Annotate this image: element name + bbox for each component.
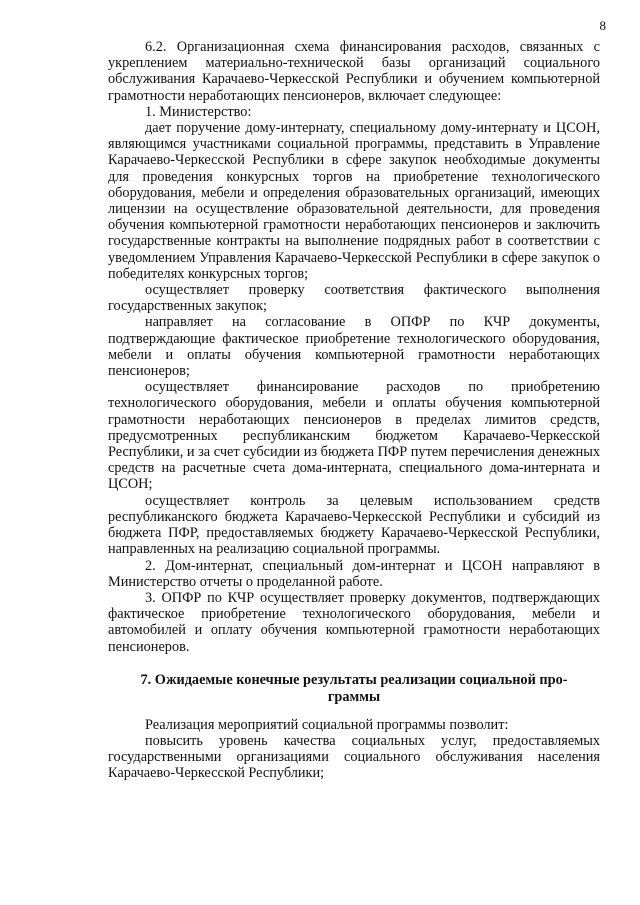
paragraph-6-2-intro: 6.2. Организационная схема финансирования расходов, связанных с укреплением материально-технической базы организаций социального обслуживания Карачаево-Черкесской Республики и обучением компьютерной грамотности неработающих пенсионеров, включает следующее: (108, 39, 600, 104)
paragraph-reports: 2. Дом-интернат, специальный дом-интернат и ЦСОН направляют в Министерство отчеты о проделанной работе. (108, 557, 600, 590)
section-heading (108, 672, 600, 706)
paragraph-results-intro: Реализация мероприятий социальной программы позволит: (145, 716, 509, 733)
document-body (108, 39, 600, 782)
paragraph-financing: осуществляет финансирование расходов по приобретению технологического оборудования, мебели и оплаты обучения компьютерной грамотности неработающих пенсионеров в пределах лимитов средств, предусмотренных республиканским бюджетом Карачаево-Черкесской Республики, и за счет субсидии из бюджета ПФР путем перечисления денежных средств на расчетные счета дома-интерната, специального дома-интерната и ЦСОН; (108, 379, 600, 493)
paragraph-procurement-check: осуществляет проверку соответствия фактического выполнения государственных закупок; (108, 282, 600, 315)
section-heading-line-1: 7. Ожидаемые конечные результаты реализации социальной про- (140, 671, 568, 688)
paragraph-control: осуществляет контроль за целевым использованием средств республиканского бюджета Карачаево-Черкесской Республики и субсидий из бюджета ПФР, предоставляемых бюджету Карачаево-Черкесской Республики, направленных на реализацию социальной программы. (108, 492, 600, 558)
paragraph-opfr-approval: направляет на согласование в ОПФР по КЧР документы, подтверждающие фактическое приобретение технологического оборудования, мебели и оплаты обучения компьютерной грамотности неработающих пенсионеров; (108, 314, 600, 380)
section-heading-line-2: граммы (327, 688, 381, 705)
paragraph-ministry-title: 1. Министерство: (145, 103, 252, 120)
page-number: 8 (599, 18, 606, 33)
paragraph-opfr-check: 3. ОПФР по КЧР осуществляет проверку документов, подтверждающих фактическое приобретение технологического оборудования, мебели и автомобилей и оплату обучения компьютерной грамотности неработающих пенсионеров. (108, 589, 600, 655)
paragraph-ministry-instruction: дает поручение дому-интернату, специальному дому-интернату и ЦСОН, являющимся участниками социальной программы, представить в Управление Карачаево-Черкесской Республики в сфере закупок необходимые документы для проведения конкурсных торгов на приобретение технологического оборудования, мебели и определения образовательных организаций, имеющих лицензии на осуществление образовательной деятельности, для проведения обучения компьютерной грамотности неработающих пенсионеров и заключить государственные контракты на выполнение подрядных работ в соответствии с уведомлением Управления Карачаево-Черкесской Республики в сфере закупок о победителях конкурсных торгов; (108, 120, 600, 282)
paragraph-quality-improvement: повысить уровень качества социальных услуг, предоставляемых государственными организациями социального обслуживания населения Карачаево-Черкесской Республики; (108, 732, 600, 782)
